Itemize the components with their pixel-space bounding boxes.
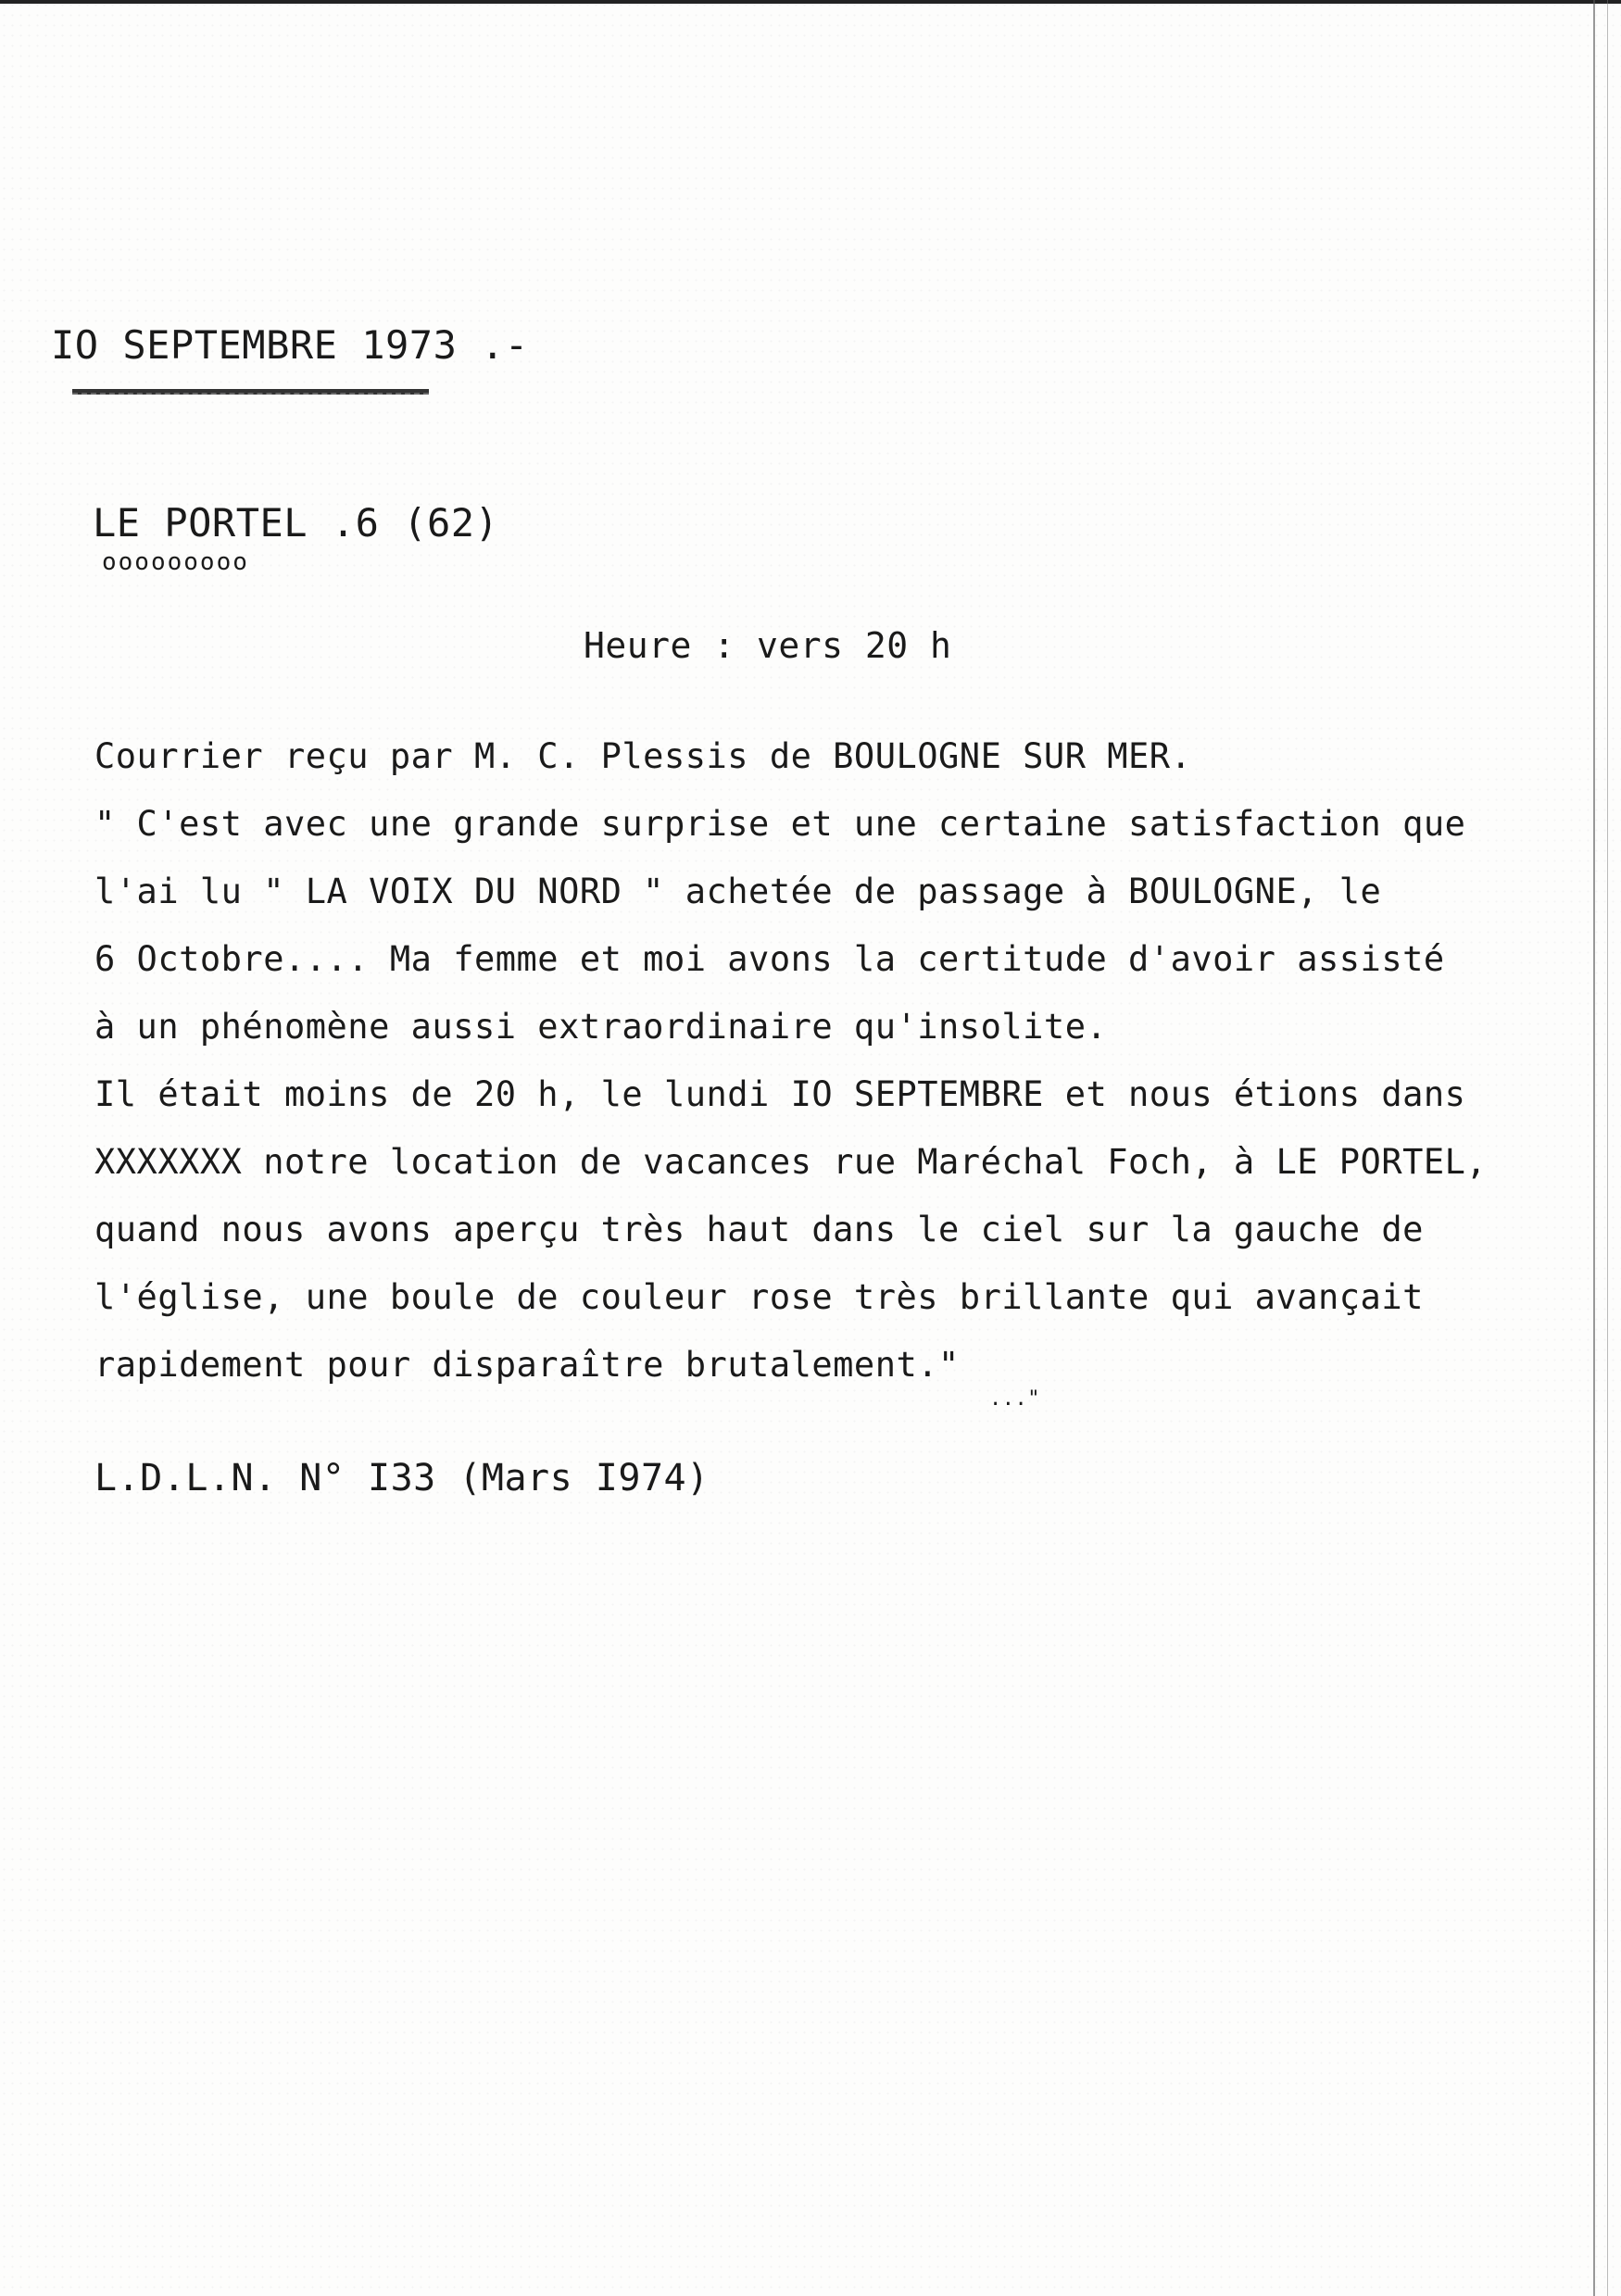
body-line: XXXXXXX notre location de vacances rue Maréchal Foch, à LE PORTEL, (94, 1142, 1488, 1182)
scan-right-edge-secondary (1607, 0, 1608, 2296)
body-line: quand nous avons aperçu très haut dans le ciel sur la gauche de (94, 1210, 1424, 1249)
body-line: l'ai lu " LA VOIX DU NORD " achetée de passage à BOULOGNE, le (94, 872, 1382, 911)
body-line: rapidement pour disparaître brutalement." (94, 1345, 960, 1385)
date-heading: IO SEPTEMBRE 1973 .- (51, 322, 529, 368)
hour-line: Heure : vers 20 h (584, 625, 952, 666)
date-underline (72, 389, 429, 395)
body-line: Courrier reçu par M. C. Plessis de BOULOGNE SUR MER. (94, 736, 1192, 776)
closing-quote: ..." (989, 1387, 1040, 1411)
place-heading: LE PORTEL .6 (62) (93, 500, 499, 546)
body-line: à un phénomène aussi extraordinaire qu'insolite. (94, 1007, 1108, 1047)
scan-top-edge (0, 0, 1621, 13)
reference-line: L.D.L.N. N° I33 (Mars I974) (94, 1457, 710, 1499)
body-line: l'église, une boule de couleur rose très brillante qui avançait (94, 1277, 1424, 1317)
body-line: 6 Octobre.... Ma femme et moi avons la certitude d'avoir assisté (94, 939, 1445, 979)
body-line: " C'est avec une grande surprise et une certaine satisfaction que (94, 804, 1466, 844)
scan-right-edge (1593, 0, 1595, 2296)
place-underline: ooooooooo (102, 548, 249, 576)
body-line: Il était moins de 20 h, le lundi IO SEPTEMBRE et nous étions dans (94, 1074, 1466, 1114)
